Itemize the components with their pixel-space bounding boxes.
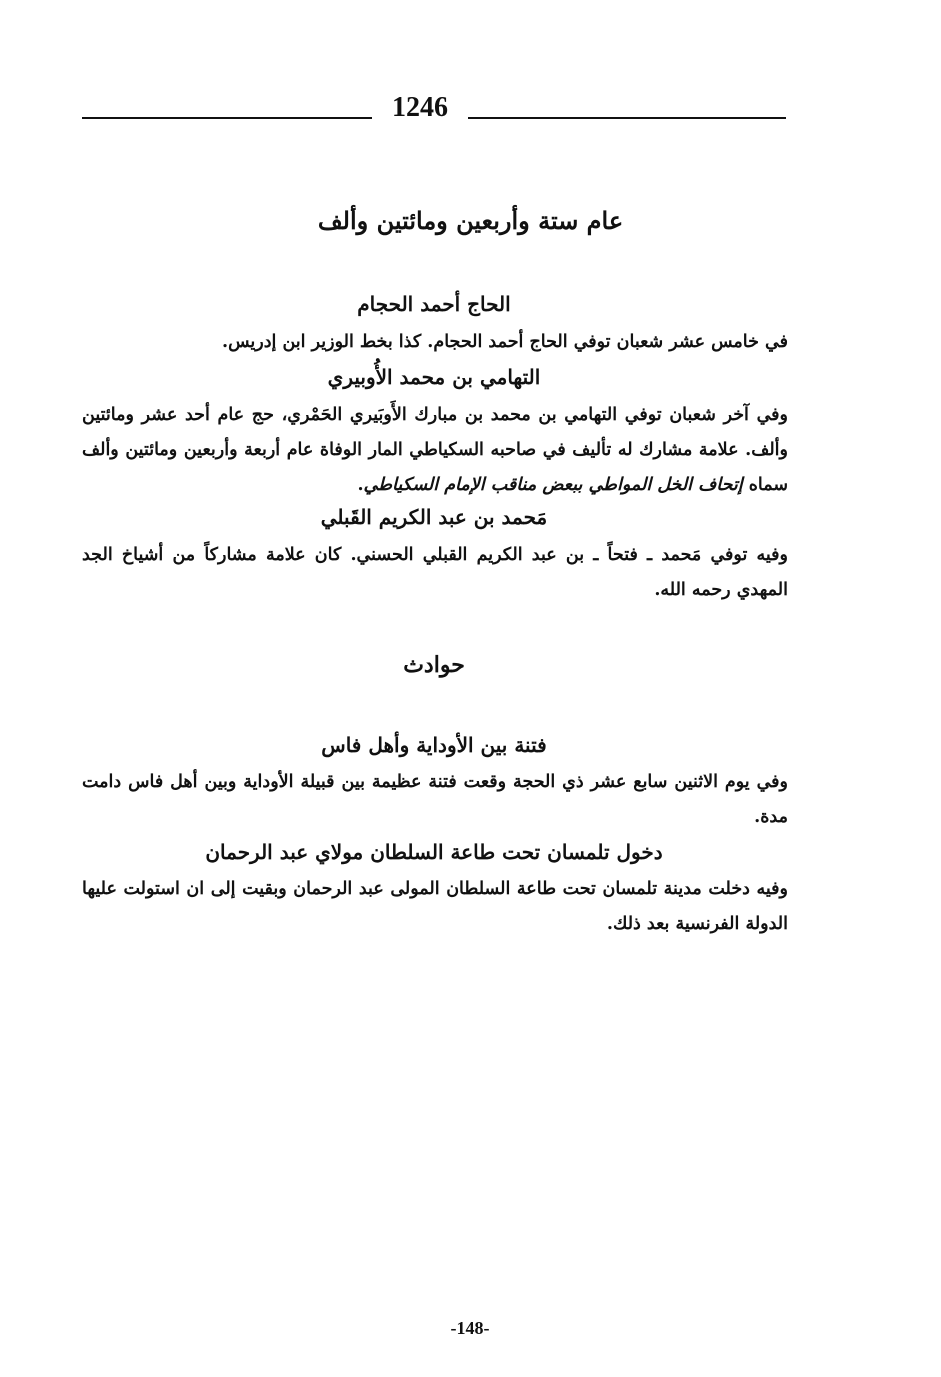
year-title: عام ستة وأربعين ومائتين وألف bbox=[317, 206, 624, 235]
event-heading: فتنة بين الأوداية وأهل فاس bbox=[321, 733, 547, 757]
page-number: -148- bbox=[450, 1318, 490, 1338]
entry-text-after: . bbox=[357, 475, 364, 495]
entry-text: وفيه توفي مَحمد ـ فتحاً ـ بن عبد الكريم القبلي الحسني. كان علامة مشاركاً من أشياخ الجد المهدي رحمه الله. bbox=[82, 545, 788, 600]
entry-text: في خامس عشر شعبان توفي الحاج أحمد الحجام. كذا بخط الوزير ابن إدريس. bbox=[222, 332, 788, 352]
event-text: وفي يوم الاثنين سابع عشر ذي الحجة وقعت فتنة عظيمة بين قبيلة الأوداية وبين أهل فاس دامت مدة. bbox=[82, 772, 788, 827]
entry-heading: الحاج أحمد الحجام bbox=[357, 292, 511, 316]
events-section-title: حوادث bbox=[403, 652, 465, 678]
header-rule-left bbox=[82, 117, 372, 119]
event-text: وفيه دخلت مدينة تلمسان تحت طاعة السلطان المولى عبد الرحمان وبقيت إلى ان استولت عليها الدولة الفرنسية بعد ذلك. bbox=[82, 879, 788, 934]
event-heading: دخول تلمسان تحت طاعة السلطان مولاي عبد الرحمان bbox=[205, 840, 663, 864]
page-year: 1246 bbox=[392, 92, 448, 123]
entry-heading: التهامي بن محمد الأُوبيري bbox=[327, 365, 541, 389]
book-title: إتحاف الخل المواطي ببعض مناقب الإمام السكياطي bbox=[363, 475, 743, 495]
entry-text bbox=[82, 398, 788, 503]
entry-text-before: وفي آخر شعبان توفي التهامي بن محمد بن مبارك الأَوبَيري الحَمْري، حج عام أحد عشر ومائتين وألف. علامة مشارك له تأليف في صاحبه السكياطي المار الوفاة عام أربعة وأربعين ومائتين وألف سماه bbox=[82, 405, 788, 495]
entry-heading: مَحمد بن عبد الكريم القَبلي bbox=[320, 505, 548, 529]
header-rule-right bbox=[468, 117, 786, 119]
